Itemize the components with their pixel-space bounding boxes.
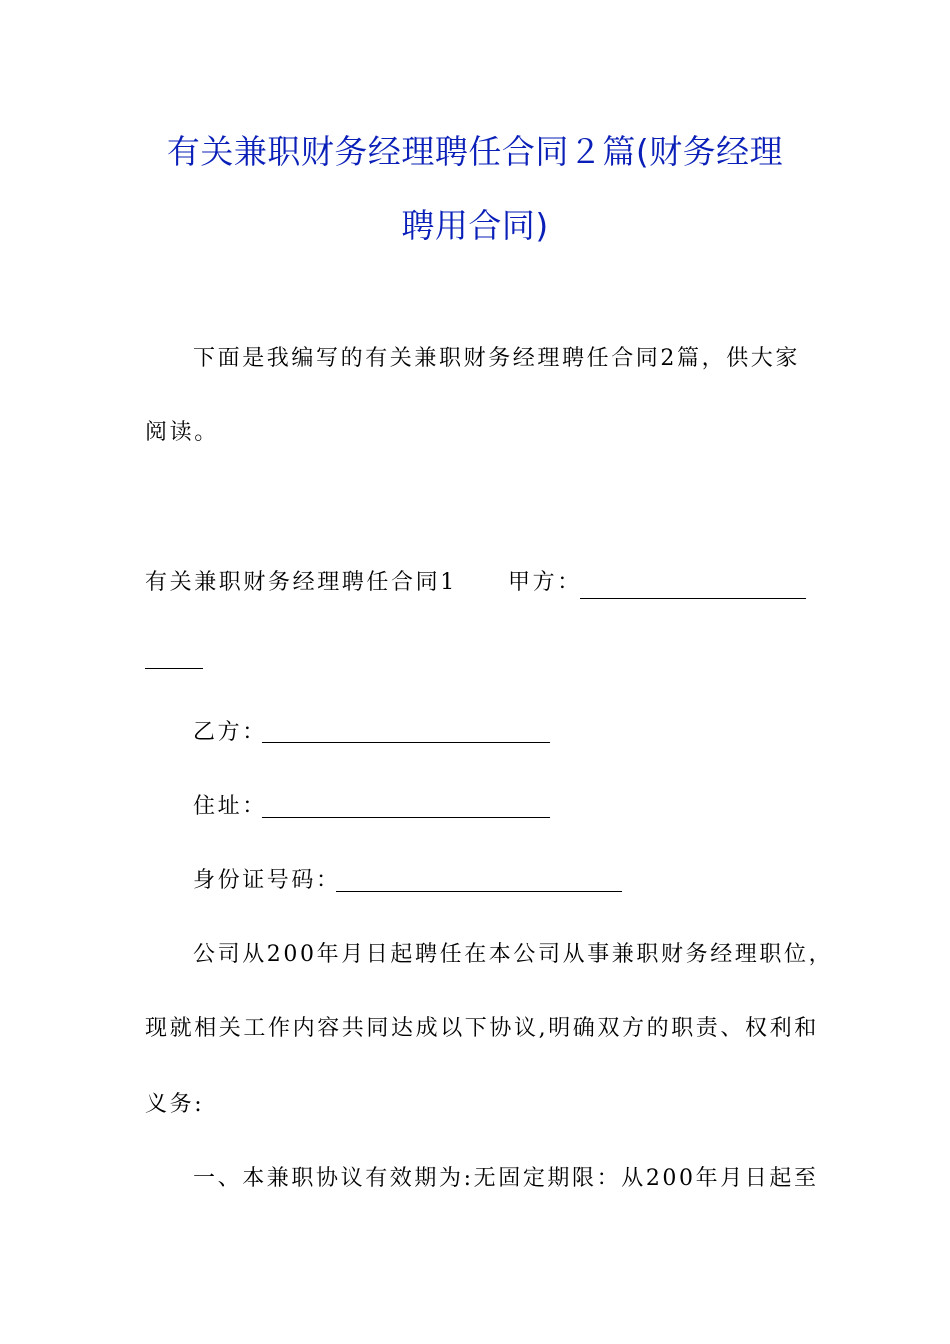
clause-1-line-1: 一、本兼职协议有效期为:无固定期限：从200年月日起至 — [193, 1166, 819, 1191]
intro-line-1: 下面是我编写的有关兼职财务经理聘任合同2篇，供大家 — [193, 346, 800, 371]
para1-line-3: 义务: — [145, 1092, 205, 1117]
para1-line-2: 现就相关工作内容共同达成以下协议,明确双方的职责、权利和 — [145, 1016, 819, 1041]
party-b-blank — [262, 720, 550, 743]
party-a-blank — [580, 576, 806, 599]
document-title-line-2: 聘用合同) — [401, 206, 549, 245]
intro-line-2: 阅读。 — [145, 420, 219, 445]
address-blank — [262, 795, 550, 818]
document-title-line-1: 有关兼职财务经理聘任合同２篇(财务经理 — [166, 132, 784, 171]
party-b-label: 乙方： — [193, 720, 267, 745]
address-label: 住址： — [193, 794, 267, 819]
id-number-label: 身份证号码： — [193, 868, 341, 893]
contract-heading: 有关兼职财务经理聘任合同1 — [145, 570, 457, 595]
id-number-blank — [336, 869, 622, 892]
para1-line-1: 公司从200年月日起聘任在本公司从事兼职财务经理职位， — [193, 942, 834, 967]
party-a-blank-continued — [145, 646, 203, 669]
party-a-label: 甲方： — [508, 570, 582, 595]
